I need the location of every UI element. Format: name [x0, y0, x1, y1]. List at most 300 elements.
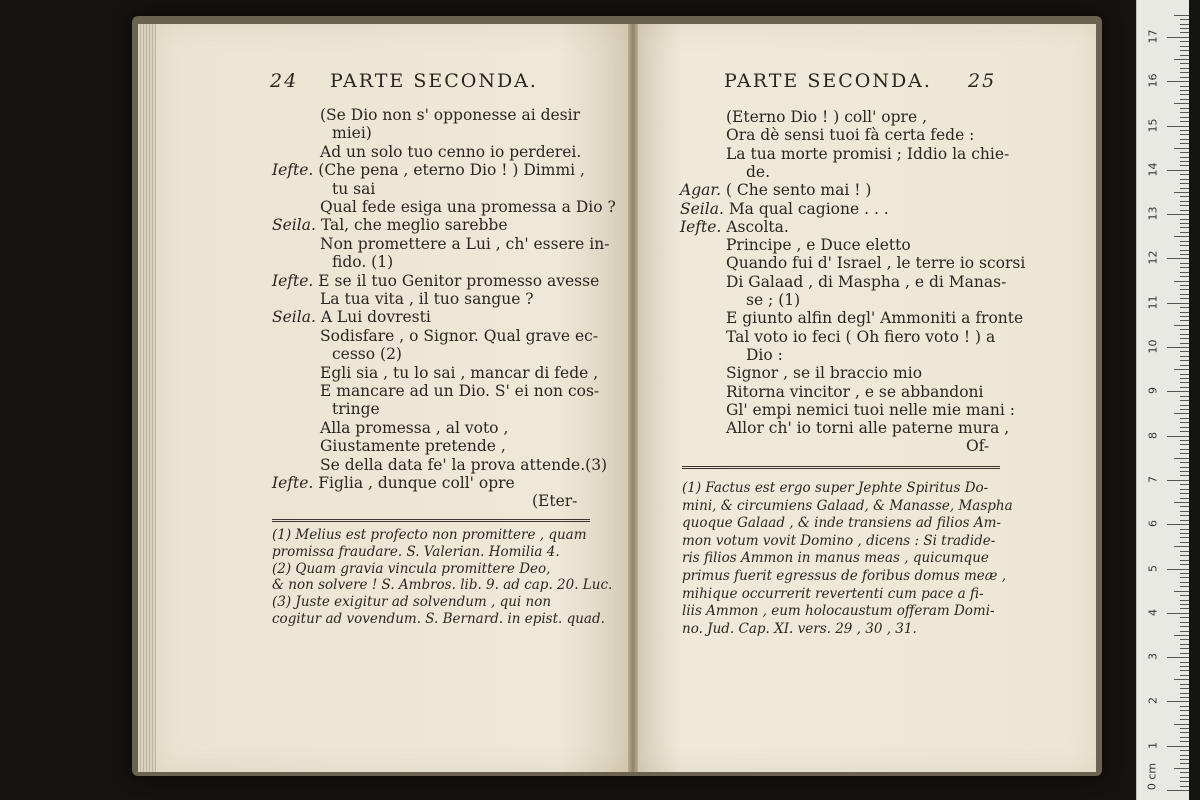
- ruler-tick: [1180, 338, 1189, 339]
- ruler-tick: [1167, 258, 1189, 259]
- footnote-line: mini, & circumiens Galaad, & Manasse, Maspha: [682, 497, 1013, 514]
- line-text: fido. (1): [332, 253, 394, 272]
- ruler-tick: [1180, 582, 1189, 583]
- ruler-number: 3: [1146, 653, 1160, 661]
- line-text: Ad un solo tuo cenno io perderei.: [320, 142, 582, 161]
- ruler-tick: [1180, 165, 1189, 166]
- line-text: (Che pena , eterno Dio ! ) Dimmi ,: [318, 161, 585, 180]
- line-text: Gl' empi nemici tuoi nelle mie mani :: [726, 400, 1015, 419]
- right-page-number: 25: [968, 70, 997, 92]
- verse-line: [320, 198, 616, 216]
- ruler-tick: [1180, 422, 1189, 423]
- speaker-name: Seila.: [272, 308, 321, 327]
- line-text: Sodisfare , o Signor. Qual grave ec-: [320, 326, 599, 345]
- verse-line: [726, 108, 927, 126]
- ruler-tick: [1180, 307, 1189, 308]
- line-text: se ; (1): [746, 291, 801, 309]
- ruler-tick: [1180, 719, 1189, 720]
- ruler-tick: [1180, 728, 1189, 729]
- ruler-number: 14: [1146, 162, 1160, 177]
- ruler-number: 13: [1146, 206, 1160, 221]
- ruler-tick: [1167, 391, 1189, 392]
- ruler-tick: [1180, 493, 1189, 494]
- verse-line: [320, 456, 607, 474]
- verse-line: [272, 474, 515, 492]
- ruler-tick: [1167, 214, 1189, 215]
- verse-line: [746, 346, 783, 364]
- line-text: miei): [332, 124, 372, 143]
- verse-line: [320, 364, 598, 382]
- line-text: Ascolta.: [726, 217, 789, 236]
- page-edges: [138, 24, 156, 772]
- line-text: Non promettere a Lui , ch' essere in-: [320, 234, 610, 253]
- ruler-number: 6: [1146, 520, 1160, 528]
- ruler-tick: [1180, 409, 1189, 410]
- ruler-tick: [1180, 608, 1189, 609]
- ruler-tick: [1180, 595, 1189, 596]
- ruler-tick: [1180, 205, 1189, 206]
- speaker-name: Iefte.: [272, 161, 319, 180]
- ruler-tick: [1180, 560, 1189, 561]
- verse-line: [680, 200, 889, 218]
- ruler-tick: [1180, 484, 1189, 485]
- ruler-number: 10: [1146, 339, 1160, 354]
- footnote-line: (3) Juste exigitur ad solvendum , qui non: [272, 594, 552, 611]
- line-text: cesso (2): [332, 345, 402, 364]
- ruler-tick: [1180, 351, 1189, 352]
- ruler-tick: [1174, 148, 1189, 149]
- ruler-tick: [1180, 329, 1189, 330]
- line-text: Tal, che meglio sarebbe: [320, 216, 508, 235]
- ruler-tick: [1180, 475, 1189, 476]
- ruler-tick: [1180, 232, 1189, 233]
- ruler-number: 8: [1146, 431, 1160, 439]
- verse-line: [320, 143, 581, 161]
- speaker-name: Iefte.: [272, 474, 319, 492]
- ruler-tick: [1167, 657, 1189, 658]
- ruler-tick: [1180, 427, 1189, 428]
- ruler-tick: [1180, 396, 1189, 397]
- ruler-tick: [1180, 741, 1189, 742]
- line-text: E mancare ad un Dio. S' ei non cos-: [320, 382, 600, 400]
- ruler-tick: [1180, 498, 1189, 499]
- line-text: Se della data fe' la prova attende.(3): [320, 455, 608, 474]
- ruler-tick: [1180, 298, 1189, 299]
- ruler-tick: [1180, 648, 1189, 649]
- line-text: Quando fui d' Israel , le terre io scorsi: [726, 254, 1026, 273]
- verse-line: [272, 216, 508, 234]
- ruler-tick: [1174, 369, 1189, 370]
- ruler-tick: [1180, 564, 1189, 565]
- line-text: Tal voto io feci ( Oh fiero voto ! ) a: [726, 327, 996, 346]
- ruler-tick: [1180, 378, 1189, 379]
- ruler-tick: [1180, 763, 1189, 764]
- ruler-number: 17: [1146, 29, 1160, 44]
- ruler-tick: [1180, 537, 1189, 538]
- ruler-tick: [1180, 250, 1189, 251]
- line-text: Ma qual cagione . . .: [728, 199, 889, 218]
- line-text: Dio :: [746, 345, 783, 364]
- line-text: Egli sia , tu lo sai , mancar di fede ,: [320, 363, 599, 382]
- right-running-head: PARTE SECONDA.: [724, 70, 932, 92]
- verse-line: [320, 419, 508, 437]
- line-text: ( Che sento mai ! ): [725, 181, 872, 200]
- ruler-tick: [1174, 325, 1189, 326]
- verse-line: [272, 308, 431, 326]
- ruler-tick: [1180, 555, 1189, 556]
- ruler-tick: [1180, 32, 1189, 33]
- verse-line: [746, 291, 800, 309]
- ruler-tick: [1167, 790, 1189, 791]
- ruler-tick: [1167, 569, 1189, 570]
- footnote-line: (1) Factus est ergo super Jephte Spiritus Do-: [682, 480, 989, 496]
- ruler-tick: [1180, 715, 1189, 716]
- verse-line: [680, 181, 871, 199]
- ruler-tick: [1180, 644, 1189, 645]
- ruler-tick: [1180, 374, 1189, 375]
- line-text: Alla promessa , al voto ,: [320, 418, 509, 437]
- verse-line: [332, 345, 402, 363]
- ruler-tick: [1180, 263, 1189, 264]
- ruler-number: 12: [1146, 250, 1160, 265]
- ruler-tick: [1180, 759, 1189, 760]
- ruler-tick: [1180, 400, 1189, 401]
- ruler-tick: [1180, 662, 1189, 663]
- ruler-tick: [1180, 46, 1189, 47]
- ruler-tick: [1180, 117, 1189, 118]
- line-text: Qual fede esiga una promessa a Dio ?: [320, 198, 616, 216]
- verse-line: [726, 145, 1009, 163]
- ruler-tick: [1180, 210, 1189, 211]
- verse-line: [320, 106, 580, 124]
- line-text: tu sai: [332, 179, 376, 198]
- verse-line: [726, 254, 1025, 272]
- verse-line: [726, 328, 995, 346]
- ruler-tick: [1180, 227, 1189, 228]
- verse-line: [726, 419, 1009, 437]
- ruler-tick: [1180, 604, 1189, 605]
- line-text: Ritorna vincitor , e se abbandoni: [726, 382, 984, 401]
- ruler-tick: [1180, 675, 1189, 676]
- ruler-tick: [1180, 343, 1189, 344]
- verse-line: [726, 383, 984, 401]
- ruler-tick: [1180, 653, 1189, 654]
- book-gutter: [628, 24, 638, 772]
- line-text: Principe , e Duce eletto: [726, 236, 911, 255]
- ruler-tick: [1180, 356, 1189, 357]
- verse-line: [680, 218, 789, 236]
- ruler-tick: [1174, 768, 1189, 769]
- ruler-tick: [1174, 679, 1189, 680]
- ruler-tick: [1180, 285, 1189, 286]
- line-text: de.: [746, 162, 771, 181]
- ruler-tick: [1174, 724, 1189, 725]
- ruler-tick: [1180, 387, 1189, 388]
- ruler-tick: [1174, 15, 1189, 16]
- footnote-line: primus fuerit egressus de foribus domus meæ ,: [682, 568, 1007, 584]
- ruler-tick: [1180, 706, 1189, 707]
- ruler-tick: [1180, 90, 1189, 91]
- verse-line: [320, 290, 534, 308]
- ruler-tick: [1180, 515, 1189, 516]
- ruler-tick: [1180, 489, 1189, 490]
- line-text: (Se Dio non s' opponesse ai desir: [320, 106, 580, 124]
- ruler-tick: [1180, 267, 1189, 268]
- footnote-line: (2) Quam gravia vincula promittere Deo,: [272, 560, 551, 577]
- line-text: Of-: [966, 437, 990, 456]
- speaker-name: Seila.: [272, 216, 321, 235]
- ruler-tick: [1180, 68, 1189, 69]
- ruler-tick: [1180, 710, 1189, 711]
- ruler-tick: [1180, 99, 1189, 100]
- ruler-tick: [1180, 542, 1189, 543]
- footnote-line: quoque Galaad , & inde transiens ad filios Am-: [682, 515, 1001, 532]
- ruler-tick: [1174, 413, 1189, 414]
- ruler-tick: [1180, 294, 1189, 295]
- footnote-line: & non solvere ! S. Ambros. lib. 9. ad cap. 20. Luc.: [272, 577, 613, 594]
- ruler-tick: [1180, 320, 1189, 321]
- ruler-tick: [1180, 134, 1189, 135]
- ruler-tick: [1180, 72, 1189, 73]
- ruler-tick: [1180, 179, 1189, 180]
- ruler-tick: [1180, 750, 1189, 751]
- ruler-tick: [1180, 276, 1189, 277]
- ruler-number: 9: [1146, 387, 1160, 395]
- line-text: tringe: [332, 400, 380, 419]
- ruler-tick: [1180, 219, 1189, 220]
- ruler-tick: [1174, 103, 1189, 104]
- ruler-tick: [1180, 697, 1189, 698]
- line-text: Allor ch' io torni alle paterne mura ,: [726, 419, 1010, 438]
- verse-line: [726, 364, 922, 382]
- ruler-tick: [1180, 130, 1189, 131]
- ruler-tick: [1180, 462, 1189, 463]
- ruler-tick: [1180, 289, 1189, 290]
- ruler-tick: [1180, 63, 1189, 64]
- left-page-number: 24: [270, 70, 299, 92]
- ruler-tick: [1180, 152, 1189, 153]
- verse-line: [320, 235, 609, 253]
- line-text: Signor , se il braccio mio: [726, 364, 923, 383]
- ruler-tick: [1180, 586, 1189, 587]
- ruler-tick: [1180, 551, 1189, 552]
- ruler-tick: [1180, 670, 1189, 671]
- ruler-tick: [1174, 591, 1189, 592]
- ruler-tick: [1167, 701, 1189, 702]
- ruler-tick: [1180, 626, 1189, 627]
- verse-line: [332, 180, 375, 198]
- line-text: La tua vita , il tuo sangue ?: [320, 290, 534, 308]
- ruler-tick: [1180, 382, 1189, 383]
- ruler-tick: [1174, 635, 1189, 636]
- ruler-tick: [1174, 502, 1189, 503]
- verse-line: [332, 400, 380, 418]
- ruler-tick: [1180, 365, 1189, 366]
- verse-line: [746, 163, 770, 181]
- ruler-tick: [1180, 693, 1189, 694]
- verse-line: [320, 382, 599, 400]
- ruler-tick: [1180, 121, 1189, 122]
- ruler-tick: [1180, 108, 1189, 109]
- footnote-line: cogitur ad vovendum. S. Bernard. in epist. quad.: [272, 611, 605, 627]
- ruler-tick: [1180, 50, 1189, 51]
- ruler-tick: [1180, 143, 1189, 144]
- ruler-tick: [1180, 755, 1189, 756]
- verse-line: [726, 401, 1015, 419]
- ruler-number: 7: [1146, 475, 1160, 483]
- ruler-tick: [1180, 639, 1189, 640]
- ruler-number: 1: [1146, 741, 1160, 749]
- ruler-tick: [1180, 737, 1189, 738]
- left-footnote-rule: [272, 519, 590, 522]
- line-text: E se il tuo Genitor promesso avesse: [318, 271, 600, 290]
- ruler-tick: [1180, 666, 1189, 667]
- ruler-tick: [1167, 126, 1189, 127]
- ruler-tick: [1180, 196, 1189, 197]
- ruler-tick: [1180, 684, 1189, 685]
- ruler-tick: [1167, 347, 1189, 348]
- ruler-tick: [1180, 157, 1189, 158]
- speaker-name: Iefte.: [680, 217, 727, 236]
- ruler-number: 4: [1146, 608, 1160, 616]
- line-text: A Lui dovresti: [320, 308, 431, 327]
- ruler-tick: [1180, 622, 1189, 623]
- ruler-tick: [1180, 183, 1189, 184]
- ruler-tick: [1180, 600, 1189, 601]
- ruler-tick: [1180, 24, 1189, 25]
- ruler-tick: [1180, 467, 1189, 468]
- verse-line: [320, 437, 506, 455]
- ruler-tick: [1180, 41, 1189, 42]
- ruler-tick: [1180, 94, 1189, 95]
- ruler-tick: [1180, 254, 1189, 255]
- verse-line: [332, 124, 372, 142]
- line-text: (Eterno Dio ! ) coll' opre ,: [726, 108, 927, 126]
- ruler-tick: [1167, 480, 1189, 481]
- ruler-tick: [1180, 201, 1189, 202]
- ruler-tick: [1180, 440, 1189, 441]
- ruler-tick: [1180, 529, 1189, 530]
- verse-line: [726, 126, 974, 144]
- ruler-tick: [1180, 688, 1189, 689]
- footnote-line: promissa fraudare. S. Valerian. Homilia 4.: [272, 543, 560, 560]
- footnote-line: no. Jud. Cap. XI. vers. 29 , 30 , 31.: [682, 620, 917, 637]
- line-text: E giunto alfin degl' Ammoniti a fronte: [726, 309, 1024, 328]
- footnote-line: ris filios Ammon in manus meas , quicumque: [682, 550, 989, 567]
- ruler-tick: [1180, 112, 1189, 113]
- verse-line: [272, 272, 599, 290]
- ruler-tick: [1180, 449, 1189, 450]
- ruler-tick: [1180, 272, 1189, 273]
- ruler-tick: [1167, 170, 1189, 171]
- verse-line: [726, 309, 1023, 327]
- ruler-tick: [1180, 431, 1189, 432]
- ruler-unit-label: 0 cm: [1145, 762, 1159, 791]
- ruler-tick: [1180, 471, 1189, 472]
- verse-line: [726, 236, 911, 254]
- ruler-tick: [1180, 312, 1189, 313]
- ruler-tick: [1180, 732, 1189, 733]
- ruler-tick: [1180, 174, 1189, 175]
- ruler-tick: [1180, 631, 1189, 632]
- ruler-tick: [1180, 77, 1189, 78]
- measuring-ruler: [1136, 0, 1189, 800]
- ruler-tick: [1180, 772, 1189, 773]
- ruler-tick: [1167, 746, 1189, 747]
- ruler-tick: [1180, 19, 1189, 20]
- ruler-tick: [1180, 520, 1189, 521]
- footnote-line: (1) Melius est profecto non promittere , quam: [272, 527, 587, 543]
- right-footnote-rule: [682, 466, 1000, 469]
- ruler-number: 11: [1146, 295, 1160, 310]
- line-text: La tua morte promisi ; Iddio la chie-: [726, 144, 1010, 163]
- ruler-tick: [1167, 303, 1189, 304]
- ruler-tick: [1180, 786, 1189, 787]
- ruler-tick: [1174, 192, 1189, 193]
- ruler-number: 5: [1146, 564, 1160, 572]
- ruler-tick: [1180, 55, 1189, 56]
- ruler-tick: [1180, 781, 1189, 782]
- footnote-line: mihique occurrerit revertenti cum pace a fi-: [682, 585, 984, 602]
- verse-line: [332, 253, 393, 271]
- ruler-tick: [1174, 546, 1189, 547]
- ruler-tick: [1180, 86, 1189, 87]
- footnote-line: liis Ammon , eum holocaustum offeram Domi-: [682, 603, 995, 620]
- ruler-tick: [1167, 613, 1189, 614]
- ruler-tick: [1180, 617, 1189, 618]
- speaker-name: Agar.: [680, 181, 726, 200]
- verse-line: [966, 437, 989, 455]
- ruler-tick: [1180, 444, 1189, 445]
- ruler-tick: [1180, 453, 1189, 454]
- ruler-tick: [1174, 59, 1189, 60]
- verse-line: [532, 492, 577, 510]
- ruler-tick: [1180, 334, 1189, 335]
- ruler-tick: [1180, 418, 1189, 419]
- speaker-name: Iefte.: [272, 271, 319, 290]
- ruler-tick: [1180, 360, 1189, 361]
- ruler-tick: [1180, 405, 1189, 406]
- ruler-tick: [1180, 161, 1189, 162]
- ruler-number: 2: [1146, 697, 1160, 705]
- ruler-tick: [1167, 81, 1189, 82]
- ruler-tick: [1180, 139, 1189, 140]
- ruler-tick: [1167, 524, 1189, 525]
- ruler-tick: [1174, 281, 1189, 282]
- speaker-name: Seila.: [680, 199, 729, 218]
- ruler-tick: [1180, 577, 1189, 578]
- ruler-tick: [1180, 241, 1189, 242]
- ruler-tick: [1167, 436, 1189, 437]
- ruler-tick: [1180, 28, 1189, 29]
- line-text: (Eter-: [532, 492, 578, 511]
- ruler-tick: [1174, 236, 1189, 237]
- line-text: Ora dè sensi tuoi fà certa fede :: [726, 126, 975, 145]
- ruler-tick: [1180, 188, 1189, 189]
- line-text: Giustamente pretende ,: [320, 437, 506, 456]
- verse-line: [320, 327, 598, 345]
- ruler-tick: [1180, 533, 1189, 534]
- verse-line: [726, 273, 1006, 291]
- ruler-tick: [1180, 573, 1189, 574]
- ruler-tick: [1180, 223, 1189, 224]
- ruler-tick: [1180, 245, 1189, 246]
- ruler-number: 15: [1146, 118, 1160, 132]
- line-text: Di Galaad , di Maspha , e di Manas-: [726, 272, 1007, 291]
- footnote-line: mon votum vovit Domino , dicens : Si tradide-: [682, 532, 996, 549]
- ruler-tick: [1180, 777, 1189, 778]
- ruler-tick: [1180, 316, 1189, 317]
